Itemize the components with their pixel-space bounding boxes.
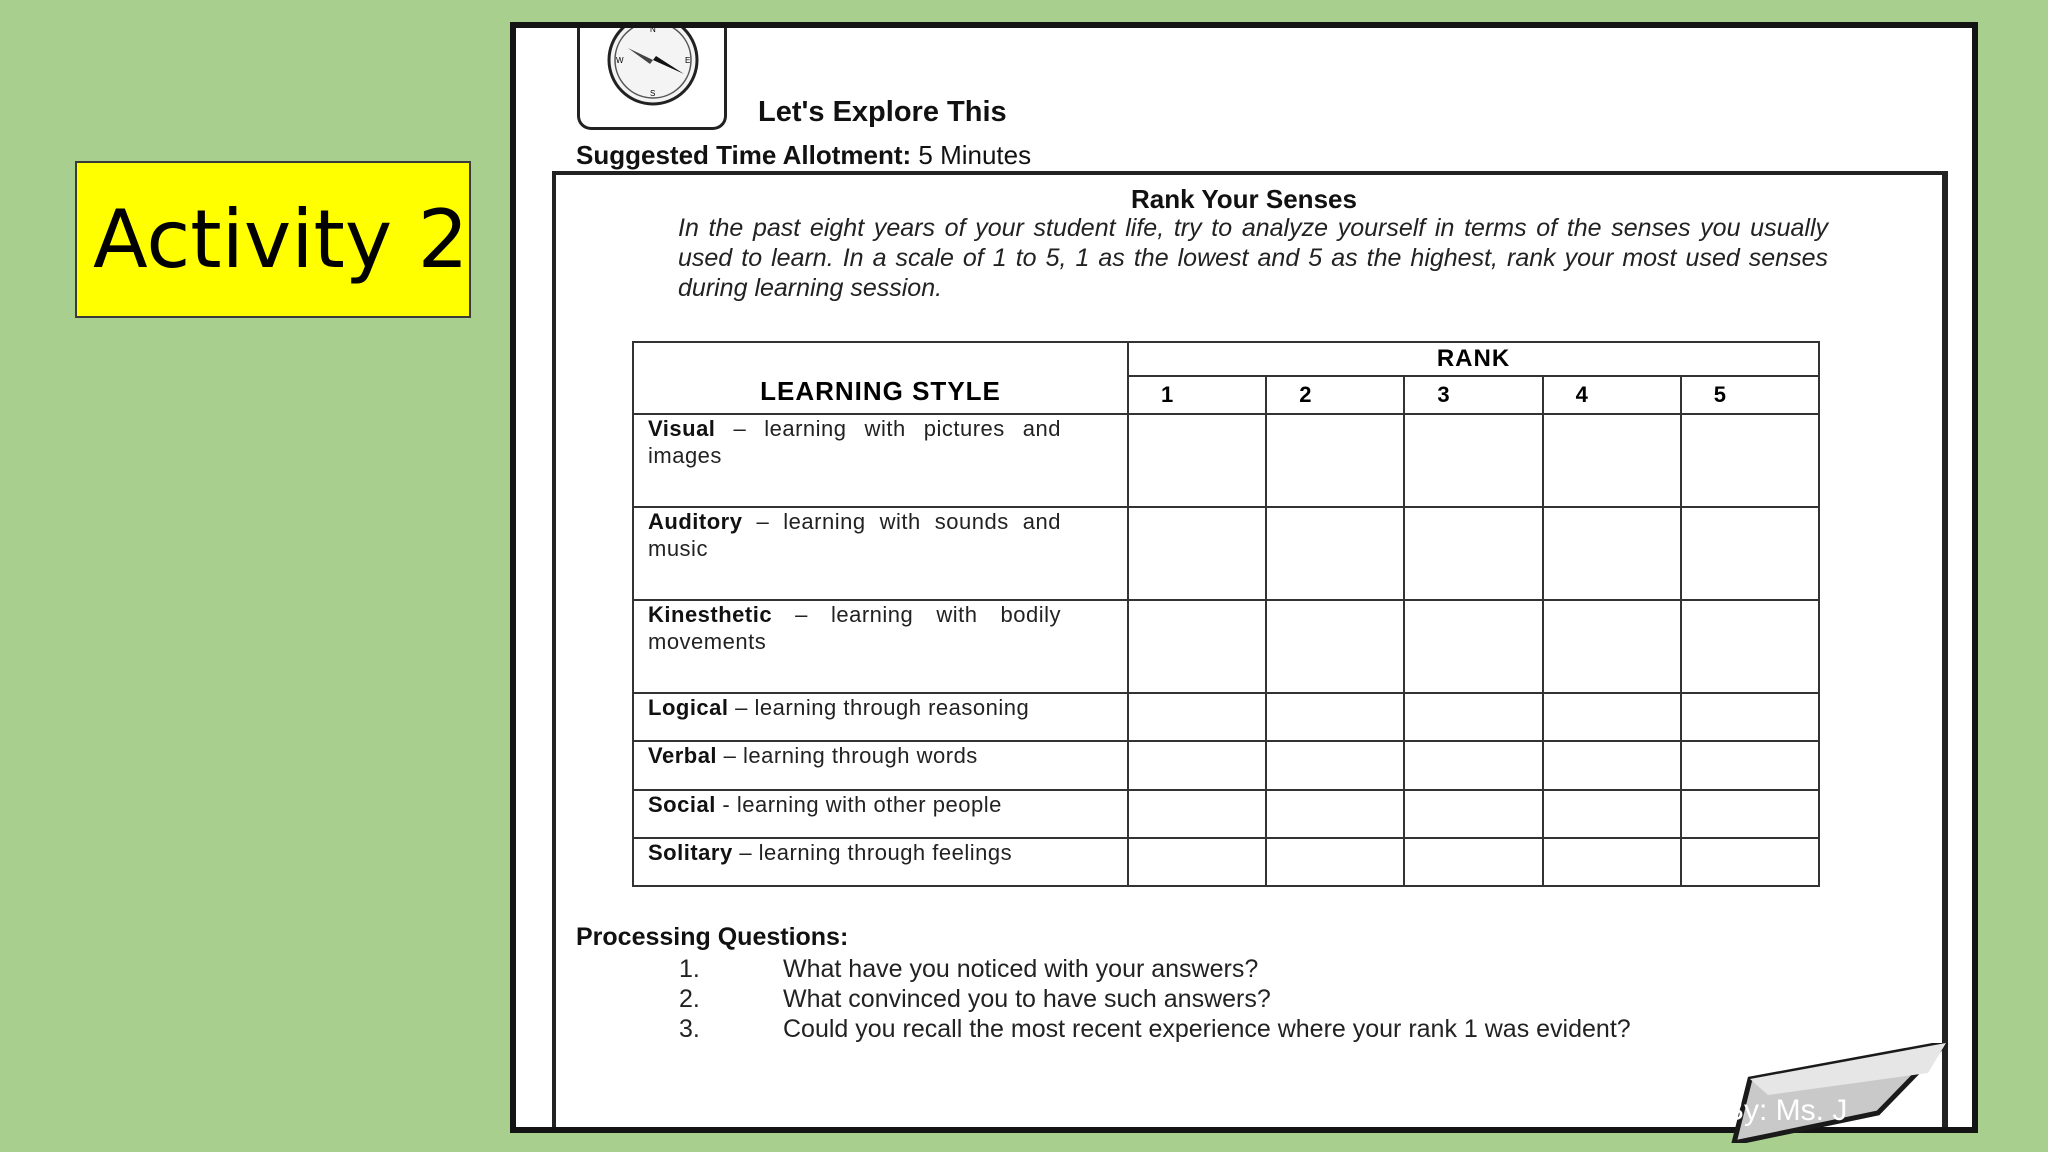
- question-text: What have you noticed with your answers?: [783, 955, 1259, 983]
- rank-cell[interactable]: [1404, 790, 1542, 838]
- style-name: Verbal: [648, 743, 718, 769]
- learning-style-cell: [633, 693, 1128, 741]
- rank-col-3: 3: [1404, 376, 1542, 414]
- table-row: [633, 414, 1819, 507]
- rank-cell[interactable]: [1681, 600, 1819, 693]
- learning-style-cell: [633, 507, 1128, 600]
- table-row: [633, 838, 1819, 886]
- style-name: Social: [648, 791, 716, 817]
- question-text: What convinced you to have such answers?: [783, 985, 1271, 1013]
- question-text: Could you recall the most recent experience where your rank 1 was evident?: [783, 1015, 1631, 1043]
- rank-cell[interactable]: [1543, 693, 1681, 741]
- rank-cell[interactable]: [1128, 414, 1266, 507]
- question-item: [679, 1014, 1829, 1044]
- table-row: [633, 507, 1819, 600]
- style-name: Kinesthetic: [648, 602, 773, 628]
- question-number: 3.: [679, 1015, 700, 1043]
- rank-cell[interactable]: [1681, 790, 1819, 838]
- rank-cell[interactable]: [1128, 790, 1266, 838]
- rank-cell[interactable]: [1681, 507, 1819, 600]
- table-row: [633, 600, 1819, 693]
- style-desc: – learning with bodily movements: [648, 602, 1061, 655]
- question-item: [679, 954, 1829, 984]
- rank-header: RANK: [1128, 342, 1819, 376]
- style-desc: – learning through words: [717, 743, 978, 769]
- style-name: Auditory: [648, 509, 743, 535]
- compass-n: N: [650, 25, 656, 34]
- question-number: 2.: [679, 985, 700, 1013]
- rank-col-1: 1: [1128, 376, 1266, 414]
- rank-cell[interactable]: [1404, 741, 1542, 789]
- style-desc: - learning with other people: [715, 791, 1002, 817]
- rank-cell[interactable]: [1128, 693, 1266, 741]
- learning-style-cell: [633, 741, 1128, 789]
- instructions: In the past eight years of your student life, try to analyze yourself in terms of the senses you usually used to learn. In a scale of 1 to 5, 1 as the lowest and 5 as the highest, rank your most used senses during learning session.: [678, 214, 1828, 302]
- compass-e: E: [685, 56, 691, 65]
- rank-cell[interactable]: [1543, 838, 1681, 886]
- rank-cell[interactable]: [1404, 600, 1542, 693]
- learning-style-cell: [633, 414, 1128, 507]
- style-name: Visual: [648, 416, 716, 441]
- rank-cell[interactable]: [1543, 507, 1681, 600]
- rank-cell[interactable]: [1681, 414, 1819, 507]
- compass-w: W: [616, 56, 624, 65]
- compass-s: S: [650, 89, 656, 98]
- style-name: Solitary: [648, 839, 733, 865]
- style-desc: – learning through feelings: [732, 839, 1013, 865]
- rank-cell[interactable]: [1404, 507, 1542, 600]
- rank-cell[interactable]: [1128, 838, 1266, 886]
- table-row: [633, 790, 1819, 838]
- rank-cell[interactable]: [1404, 838, 1542, 886]
- table-row: [633, 693, 1819, 741]
- rank-cell[interactable]: [1128, 600, 1266, 693]
- learning-style-header: LEARNING STYLE: [633, 342, 1128, 414]
- rank-cell[interactable]: [1128, 507, 1266, 600]
- rank-cell[interactable]: [1543, 790, 1681, 838]
- time-allotment-label: Suggested Time Allotment:: [576, 140, 912, 170]
- page-curl-graphic: [1728, 1043, 1948, 1143]
- time-allotment-value: 5 Minutes: [911, 140, 1032, 170]
- rank-col-2: 2: [1266, 376, 1404, 414]
- rank-cell[interactable]: [1266, 414, 1404, 507]
- learning-style-table: [632, 341, 1820, 887]
- author-credit: By: Ms. J: [1724, 1094, 1848, 1127]
- rank-cell[interactable]: [1266, 693, 1404, 741]
- rank-cell[interactable]: [1266, 600, 1404, 693]
- rank-col-5: 5: [1681, 376, 1819, 414]
- rank-cell[interactable]: [1543, 600, 1681, 693]
- style-desc: – learning with sounds and music: [648, 509, 1061, 562]
- rank-cell[interactable]: [1266, 507, 1404, 600]
- rank-cell[interactable]: [1404, 414, 1542, 507]
- rank-cell[interactable]: [1681, 838, 1819, 886]
- style-desc: – learning with pictures and images: [648, 416, 1061, 468]
- time-allotment: [576, 140, 1031, 171]
- learning-style-cell: [633, 600, 1128, 693]
- table-row: [633, 741, 1819, 789]
- style-desc: – learning through reasoning: [728, 695, 1030, 721]
- rank-cell[interactable]: [1128, 741, 1266, 789]
- rank-cell[interactable]: [1681, 741, 1819, 789]
- rank-cell[interactable]: [1404, 693, 1542, 741]
- activity-title: Activity 2: [75, 161, 471, 318]
- rank-cell[interactable]: [1266, 790, 1404, 838]
- question-number: 1.: [679, 955, 700, 983]
- compass-frame: [577, 22, 727, 130]
- style-name: Logical: [648, 695, 729, 721]
- compass-icon: [590, 22, 716, 118]
- activity-box-title: Rank Your Senses: [1131, 184, 1357, 214]
- learning-style-cell: [633, 790, 1128, 838]
- learning-style-cell: [633, 838, 1128, 886]
- rank-cell[interactable]: [1266, 838, 1404, 886]
- rank-cell[interactable]: [1681, 693, 1819, 741]
- rank-col-4: 4: [1543, 376, 1681, 414]
- question-item: [679, 984, 1829, 1014]
- rank-cell[interactable]: [1543, 414, 1681, 507]
- processing-questions-title: Processing Questions:: [576, 923, 849, 951]
- rank-cell[interactable]: [1543, 741, 1681, 789]
- rank-cell[interactable]: [1266, 741, 1404, 789]
- section-heading: Let's Explore This: [758, 96, 1007, 128]
- worksheet-image: [510, 22, 1978, 1133]
